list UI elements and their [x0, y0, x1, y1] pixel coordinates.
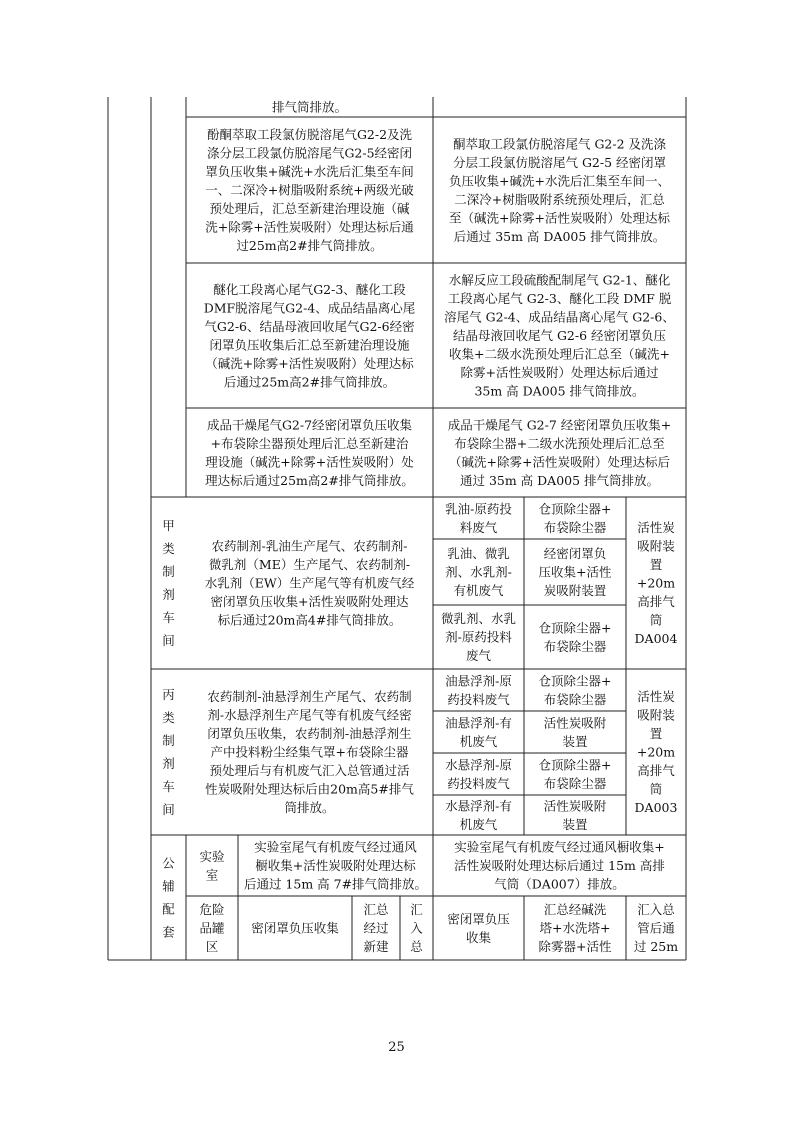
cell-jia-old: [205, 539, 415, 628]
cell-lab-old-line: 实验室尾气有机废气经过通风: [254, 839, 417, 855]
cell-bing-measure-3: [539, 757, 612, 791]
cell-hazard-new-1: [447, 911, 510, 945]
cell-new-etherification: [444, 273, 675, 399]
cell-new-extraction: [449, 136, 670, 244]
cell-bing-final-line: 置: [649, 726, 663, 741]
cell-hazard-old-3-line: 入: [410, 920, 423, 936]
cell-bing-old-line: 筒排放。: [284, 800, 335, 815]
cell-bing-measure-3-line: 仓顶除尘器+: [538, 757, 612, 773]
cell-lab-new-line: 实验室尾气有机废气经过通风橱收集+: [454, 839, 665, 855]
label-workshop-jia-line: 甲: [162, 518, 175, 533]
cell-jia-final-line: 吸附装: [637, 538, 675, 554]
cell-exhaust-tail-line: 排气筒排放。: [271, 99, 348, 115]
cell-jia-measure-2-line: 炭吸附装置: [543, 583, 607, 598]
cell-bing-final-line: 吸附装: [637, 707, 675, 723]
cell-bing-measure-1-line: 仓顶除尘器+: [538, 673, 612, 689]
label-workshop-jia-line: 类: [162, 541, 175, 556]
cell-new-etherification-line: 水解反应工段硫酸配制尾气 G2-1、醚化: [448, 272, 671, 288]
cell-new-etherification-line: 35m 高 DA005 排气筒排放。: [474, 383, 645, 399]
cell-hazard-new-2-line: 汇总经碱洗: [543, 902, 607, 917]
cell-old-drying-line: 成品干燥尾气G2-7经密闭罩负压收集: [206, 417, 413, 433]
cell-old-extraction-line: 一、二深冷+树脂吸附系统+两级光破: [205, 182, 414, 198]
cell-jia-old-line: 微乳剂（ME）生产尾气、农药制剂-: [208, 557, 411, 572]
cell-old-drying-line: 理设施（碱洗+除雾+活性炭吸附）处: [205, 454, 414, 470]
cell-old-etherification-line: （碱洗+除雾+活性炭吸附）处理达标: [205, 355, 414, 371]
cell-old-etherification-line: DMF脱溶尾气G2-4、成品结晶离心尾: [203, 300, 416, 316]
cell-new-drying-line: 成品干燥尾气 G2-7 经密闭罩负压收集+: [447, 417, 672, 433]
cell-jia-old-line: 标后通过20m高4#排气筒排放。: [217, 612, 402, 628]
cell-jia-final-line: +20m: [636, 575, 676, 591]
label-workshop-bing-line: 制: [162, 733, 175, 748]
cell-bing-old-line: 农药制剂-油悬浮剂生产尾气、农药制: [207, 689, 412, 704]
cell-jia-source-2-line: 剂、水乳剂-: [445, 564, 512, 580]
cell-jia-source-1-line: 乳油-原药投: [445, 501, 512, 517]
cell-bing-source-3-line: 药投料废气: [447, 775, 510, 791]
cell-bing-measure-4-line: 活性炭吸附: [543, 798, 607, 814]
cell-hazard-old-3: [410, 902, 423, 954]
cell-bing-measure-1-line: 布袋除尘器: [543, 691, 607, 707]
cell-new-drying-line: 布袋除尘器+二级水洗预处理后汇总至: [454, 435, 665, 451]
cell-bing-source-1: [445, 673, 512, 707]
cell-jia-source-1-line: 料废气: [459, 519, 498, 535]
cell-old-etherification-line: 后通过25m高2#排气筒排放。: [223, 374, 396, 390]
cell-new-extraction-line: 至（碱洗+除雾+活性炭吸附）处理达标: [449, 210, 670, 226]
cell-bing-source-2-line: 油悬浮剂-有: [445, 715, 512, 731]
cell-jia-source-3: [441, 611, 516, 663]
cell-jia-measure-2: [539, 546, 612, 598]
cell-hazard-new-3-line: 汇入总: [637, 902, 675, 917]
label-hazard-tank: [199, 902, 225, 954]
cell-bing-final-line: DA003: [634, 800, 678, 815]
cell-old-etherification-line: 气G2-6、结晶母液回收尾气G2-6经密: [204, 318, 415, 334]
cell-bing-source-4-line: 机废气: [459, 816, 498, 832]
cell-jia-old-line: 密闭罩负压收集+活性炭吸附处理达: [210, 594, 409, 609]
label-workshop-jia: [162, 518, 175, 648]
cell-bing-final-line: 筒: [649, 781, 663, 797]
cell-old-extraction-line: 涤分层工段氯仿脱溶尾气G2-5经密闭: [206, 145, 413, 161]
cell-hazard-new-1-line: 密闭罩负压: [447, 911, 510, 927]
cell-bing-source-3-line: 水悬浮剂-原: [445, 757, 512, 773]
cell-hazard-new-1-line: 收集: [465, 929, 492, 945]
label-lab-line: 实验: [199, 848, 225, 864]
cell-new-etherification-line: 除雾+活性炭吸附）处理达标后通过: [460, 365, 659, 380]
cell-hazard-new-3-line: 过 25m: [633, 939, 679, 954]
label-public-aux-line: 公: [162, 855, 175, 871]
cell-old-extraction-line: 过25m高2#排气筒排放。: [236, 238, 383, 253]
cell-lab-new-line: 活性炭吸附处理达标后通过 15m 高排: [454, 858, 665, 873]
cell-jia-source-3-line: 剂-原药投料: [445, 629, 512, 645]
cell-hazard-old-3-line: 总: [410, 939, 423, 954]
cell-bing-final: [635, 689, 678, 815]
cell-old-extraction: [205, 127, 414, 253]
cell-hazard-old-3-line: 汇: [410, 902, 423, 917]
cell-bing-final-line: 高排气: [637, 763, 675, 778]
cell-hazard-new-2: [539, 902, 612, 954]
label-workshop-bing-line: 剂: [162, 756, 175, 771]
cell-bing-measure-3-line: 布袋除尘器: [543, 775, 607, 791]
cell-jia-measure-1: [539, 501, 612, 535]
label-hazard-tank-line: 危险: [199, 902, 225, 917]
cell-hazard-old-1-line: 密闭罩负压收集: [251, 920, 339, 936]
cell-exhaust-tail: [272, 100, 347, 115]
cell-jia-measure-1-line: 仓顶除尘器+: [538, 501, 612, 517]
label-workshop-jia-line: 车: [162, 610, 175, 625]
label-workshop-bing-line: 丙: [162, 687, 175, 702]
cell-old-extraction-line: 洗+除雾+活性炭吸附）处理达标后通: [205, 219, 414, 235]
cell-lab-old-line: 橱收集+活性炭吸附处理达标: [255, 858, 416, 873]
cell-new-drying-line: 通过 35m 高 DA005 排气筒排放。: [459, 472, 660, 488]
cell-bing-measure-2: [544, 715, 607, 749]
cell-bing-old-line: 预处理后与有机废气汇入总管通过活: [209, 763, 410, 778]
cell-new-extraction-line: 分层工段氯仿脱溶尾气 G2-5 经密闭罩: [452, 154, 667, 170]
cell-jia-measure-3-line: 仓顶除尘器+: [538, 620, 612, 636]
cell-hazard-old-2: [363, 902, 389, 954]
cell-jia-measure-1-line: 布袋除尘器: [543, 519, 607, 535]
label-hazard-tank-line: 区: [205, 939, 219, 954]
cell-hazard-new-2-line: 除雾器+活性: [538, 939, 612, 954]
cell-hazard-old-2-line: 新建: [363, 939, 389, 954]
cell-old-drying-line: +布袋除尘器预处理后汇总至新建治: [210, 435, 409, 451]
cell-jia-source-2-line: 有机废气: [453, 583, 504, 598]
cell-jia-final-line: 高排气: [637, 594, 675, 609]
cell-lab-old-line: 后通过 15m 高 7#排气筒排放。: [243, 876, 428, 892]
cell-new-extraction-line: 酮萃取工段氯仿脱溶尾气 G2-2 及洗涤: [452, 136, 667, 152]
cell-new-etherification-line: 溶尾气 G2-4、成品结晶离心尾气 G2-6、: [444, 309, 675, 325]
table-cells: [162, 100, 678, 955]
cell-jia-measure-3-line: 布袋除尘器: [543, 638, 607, 654]
cell-bing-measure-2-line: 活性炭吸附: [543, 715, 607, 731]
label-lab: [199, 849, 224, 883]
cell-new-extraction-line: 后通过 35m 高 DA005 排气筒排放。: [453, 228, 666, 244]
cell-jia-source-2-line: 乳油、微乳: [447, 546, 510, 561]
label-lab-line: 室: [205, 867, 219, 883]
label-workshop-bing-line: 类: [162, 710, 175, 725]
cell-hazard-old-1: [251, 921, 339, 936]
cell-jia-measure-3: [539, 620, 612, 654]
cell-bing-source-3: [445, 757, 512, 791]
cell-bing-measure-4-line: 装置: [562, 816, 588, 832]
label-workshop-jia-line: 剂: [162, 587, 175, 602]
cell-lab-new-line: 气筒（DA007）排放。: [494, 876, 625, 892]
label-public-aux: [162, 856, 175, 940]
cell-lab-new: [454, 840, 665, 892]
cell-bing-measure-4: [544, 798, 607, 832]
cell-bing-old-line: 性炭吸附处理达标后由20m高5#排气: [205, 781, 414, 797]
label-hazard-tank-line: 品罐: [199, 920, 225, 936]
cell-hazard-new-2-line: 塔+水洗塔+: [539, 920, 611, 936]
label-public-aux-line: 套: [162, 924, 175, 940]
cell-old-drying-line: 理达标后通过25m高2#排气筒排放。: [205, 472, 414, 488]
cell-old-extraction-line: 罩负压收集+碱洗+水洗后汇集至车间: [205, 164, 414, 179]
cell-old-drying: [205, 417, 414, 488]
cell-bing-old-line: 产中投料粉尘经集气罩+布袋除尘器: [210, 744, 409, 760]
cell-jia-source-3-line: 废气: [465, 648, 492, 663]
cell-jia-final-line: 活性炭: [637, 520, 675, 535]
cell-bing-final-line: +20m: [636, 744, 676, 760]
cell-lab-old: [244, 840, 427, 892]
label-workshop-jia-line: 间: [162, 633, 175, 648]
cell-bing-measure-1: [539, 673, 612, 707]
cell-bing-source-2: [445, 715, 512, 749]
cell-hazard-old-2-line: 经过: [363, 920, 389, 936]
label-public-aux-line: 配: [162, 901, 175, 917]
cell-hazard-new-3-line: 管后通: [637, 920, 675, 936]
cell-old-etherification: [204, 282, 416, 390]
cell-new-extraction-line: 二深冷+树脂吸附系统预处理后，汇总: [454, 191, 665, 207]
cell-bing-old: [205, 689, 414, 815]
cell-new-drying-line: （碱洗+除雾+活性炭吸附）处理达标后: [449, 454, 670, 470]
cell-bing-source-1-line: 药投料废气: [447, 691, 510, 707]
label-workshop-jia-line: 制: [162, 564, 175, 579]
cell-hazard-old-2-line: 汇总: [363, 902, 389, 917]
cell-new-etherification-line: 收集+二级水洗预处理后汇总至（碱洗+: [449, 346, 670, 362]
cell-new-etherification-line: 结晶母液回收尾气 G2-6 经密闭罩负压: [452, 328, 667, 343]
cell-jia-final: [635, 520, 678, 646]
cell-jia-measure-2-line: 压收集+活性: [538, 564, 612, 580]
cell-jia-source-1: [445, 501, 512, 535]
cell-old-etherification-line: 闭罩负压收集后汇总至新建治理设施: [209, 337, 410, 353]
cell-bing-final-line: 活性炭: [637, 689, 675, 704]
cell-jia-final-line: 置: [649, 557, 663, 572]
cell-bing-source-4: [445, 798, 512, 832]
cell-jia-final-line: 筒: [649, 612, 663, 628]
label-workshop-bing-line: 车: [162, 779, 175, 794]
cell-bing-old-line: 剂-水悬浮剂生产尾气等有机废气经密: [207, 707, 412, 723]
cell-new-drying: [448, 417, 672, 488]
cell-new-extraction-line: 负压收集+碱洗+水洗后汇集至车间一、: [449, 173, 670, 189]
cell-bing-source-2-line: 机废气: [459, 733, 498, 749]
cell-bing-measure-2-line: 装置: [562, 733, 588, 749]
cell-new-etherification-line: 工段离心尾气 G2-3、醚化工段 DMF 脱: [447, 291, 672, 306]
cell-old-extraction-line: 酚酮萃取工段氯仿脱溶尾气G2-2及洗: [206, 127, 413, 142]
cell-jia-source-3-line: 微乳剂、水乳: [440, 611, 517, 626]
cell-jia-source-2: [445, 546, 512, 598]
cell-bing-old-line: 闭罩负压收集，农药制剂-油悬浮剂生: [207, 726, 412, 741]
cell-old-extraction-line: 预处理后，汇总至新建治理设施（碱: [209, 201, 410, 216]
cell-old-etherification-line: 醚化工段离心尾气G2-3、醚化工段: [213, 281, 406, 297]
label-public-aux-line: 辅: [162, 878, 175, 894]
cell-jia-measure-2-line: 经密闭罩负: [543, 546, 607, 561]
page-number: 25: [388, 1040, 405, 1055]
cell-bing-source-4-line: 水悬浮剂-有: [445, 798, 512, 814]
label-workshop-bing-line: 间: [162, 802, 175, 817]
cell-jia-final-line: DA004: [634, 631, 678, 646]
cell-bing-source-1-line: 油悬浮剂-原: [445, 673, 512, 689]
cell-hazard-new-3: [634, 902, 678, 954]
cell-jia-old-line: 农药制剂-乳油生产尾气、农药制剂-: [211, 538, 408, 554]
label-workshop-bing: [162, 687, 175, 817]
cell-jia-old-line: 水乳剂（EW）生产尾气等有机废气经: [204, 575, 415, 591]
